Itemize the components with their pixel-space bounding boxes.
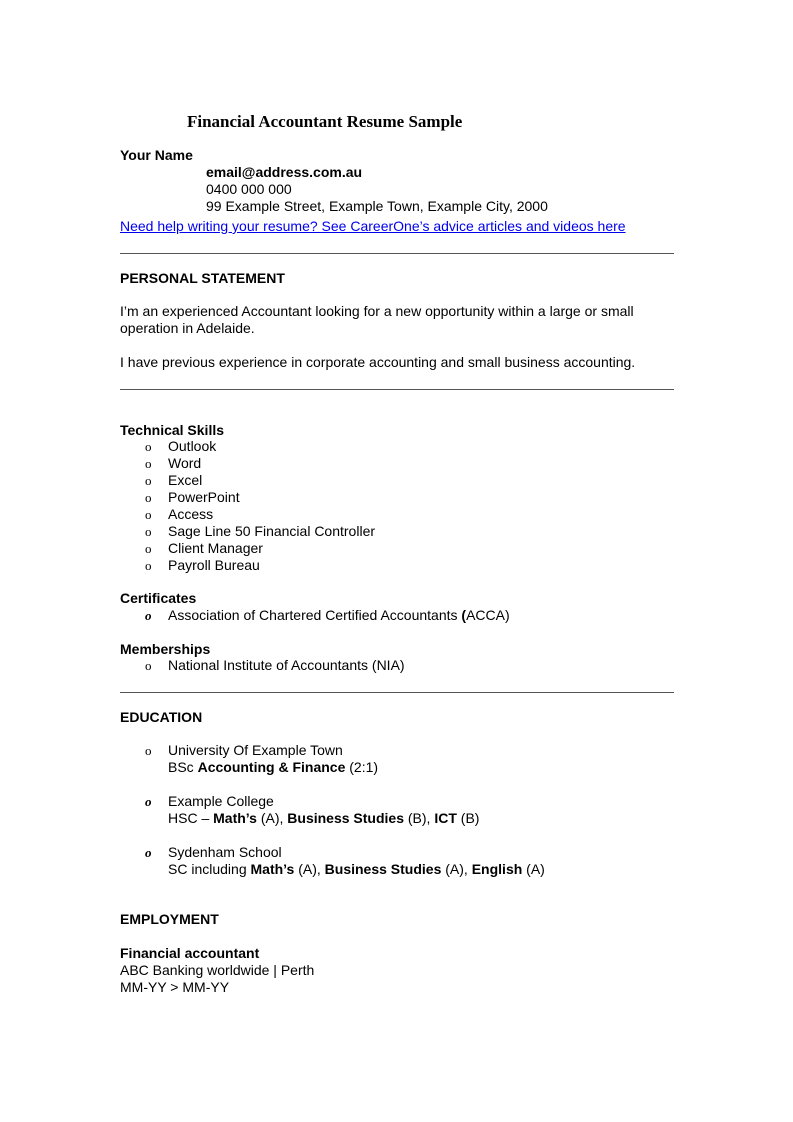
school-name: University Of Example Town	[168, 742, 343, 758]
street-address: 99 Example Street, Example Town, Example City, 2000	[206, 198, 548, 214]
certificate-paren: (	[461, 607, 467, 623]
subject-name: ICT	[434, 810, 457, 826]
skill-item: Word	[168, 455, 202, 471]
qualification-text: (A),	[256, 810, 288, 826]
membership-item: National Institute of Accountants (NIA)	[168, 657, 405, 673]
email-address: email@address.com.au	[206, 164, 363, 180]
bullet-icon: o	[145, 541, 152, 556]
bullet-icon: o	[145, 845, 152, 860]
employer: ABC Banking worldwide | Perth	[120, 962, 315, 978]
statement-line: I have previous experience in corporate accounting and small business accounting.	[120, 354, 636, 370]
school-name: Example College	[168, 793, 274, 809]
bullet-icon: o	[145, 456, 152, 471]
bullet-icon: o	[145, 794, 152, 809]
divider	[120, 389, 674, 390]
qualification-text: BSc	[168, 759, 198, 775]
qualification-text: (A),	[441, 861, 472, 877]
skill-item: Payroll Bureau	[168, 557, 260, 573]
qualification-text: (A)	[522, 861, 545, 877]
bullet-icon: o	[145, 507, 152, 522]
qualification-text: SC including	[168, 861, 251, 877]
qualification-text: (A),	[294, 861, 325, 877]
subject-name: Business Studies	[324, 861, 442, 877]
skill-item: Outlook	[168, 438, 217, 454]
qualification-text: (2:1)	[345, 759, 379, 775]
document-title: Financial Accountant Resume Sample	[187, 112, 463, 131]
subject-name: Math’s	[213, 810, 257, 826]
certificates-heading: Certificates	[120, 590, 197, 606]
subject-name: English	[471, 861, 523, 877]
education-heading: EDUCATION	[120, 709, 203, 725]
technical-skills-heading: Technical Skills	[120, 422, 225, 438]
divider	[120, 692, 674, 693]
statement-line: I’m an experienced Accountant looking for a new opportunity within a large or small	[120, 303, 634, 319]
bullet-icon: o	[145, 743, 152, 758]
job-title: Financial accountant	[120, 945, 260, 961]
skill-item: Access	[168, 506, 214, 522]
bullet-icon: o	[145, 524, 152, 539]
school-name: Sydenham School	[168, 844, 282, 860]
employment-dates: MM-YY > MM-YY	[120, 979, 230, 995]
qualification-line	[168, 861, 545, 878]
qualification-text: (B)	[456, 810, 480, 826]
qualification-text: (B),	[404, 810, 435, 826]
bullet-icon: o	[145, 558, 152, 573]
resume-help-link[interactable]: Need help writing your resume? See CareerOne’s advice articles and videos here	[120, 218, 626, 234]
certificate-abbrev: ACCA)	[466, 607, 510, 623]
bullet-icon: o	[145, 608, 152, 623]
bullet-icon: o	[145, 658, 152, 673]
bullet-icon: o	[145, 439, 152, 454]
certificate-item	[168, 607, 510, 624]
subject-name: Business Studies	[287, 810, 404, 826]
qualification-text: HSC –	[168, 810, 214, 826]
memberships-heading: Memberships	[120, 641, 211, 657]
subject-name: Math’s	[250, 861, 295, 877]
skill-item: Sage Line 50 Financial Controller	[168, 523, 376, 539]
employment-heading: EMPLOYMENT	[120, 911, 219, 927]
certificate-name: Association of Chartered Certified Accountants	[168, 607, 462, 623]
bullet-icon: o	[145, 490, 152, 505]
skill-item: Client Manager	[168, 540, 263, 556]
skill-item: PowerPoint	[168, 489, 240, 505]
qualification-line	[168, 759, 378, 776]
skill-item: Excel	[168, 472, 203, 488]
statement-line: operation in Adelaide.	[120, 320, 255, 336]
personal-statement-heading: PERSONAL STATEMENT	[120, 270, 285, 286]
divider	[120, 253, 674, 254]
candidate-name: Your Name	[120, 147, 193, 163]
subject-name: Accounting & Finance	[197, 759, 346, 775]
qualification-line	[168, 810, 479, 827]
phone-number: 0400 000 000	[206, 181, 292, 197]
bullet-icon: o	[145, 473, 152, 488]
